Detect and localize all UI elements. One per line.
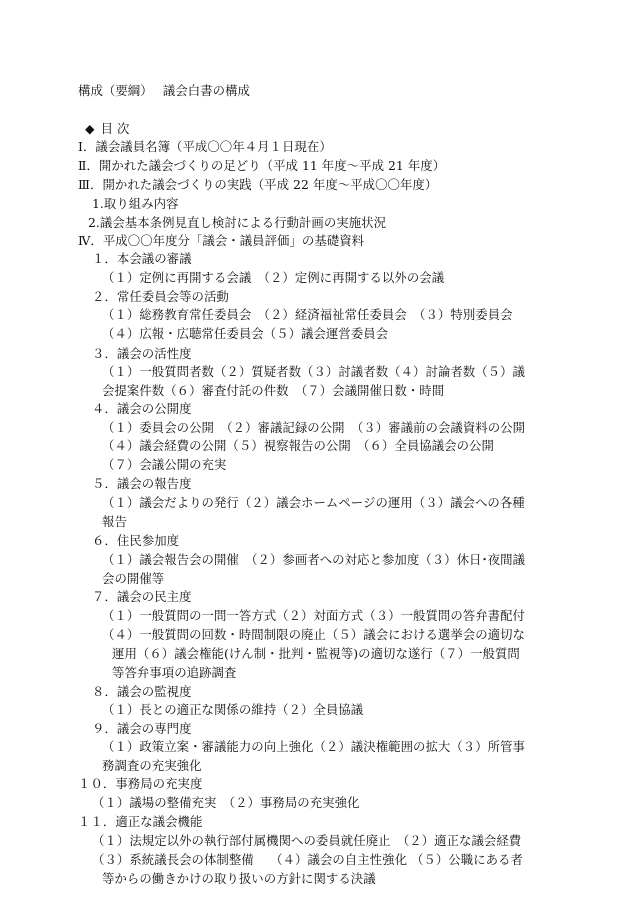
toc-line: 会提案件数（６）審査付託の件数 （７）会議開催日数・時間 xyxy=(102,383,445,398)
toc-line: １．本会議の審議 xyxy=(92,251,192,266)
toc-line: ３．議会の活性度 xyxy=(92,346,192,361)
toc-line: （１）委員会の公開 （２）審議記録の公開 （３）審議前の会議資料の公開 xyxy=(102,420,526,435)
toc-line: 務調査の充実強化 xyxy=(102,758,202,773)
toc-line: （１）政策立案・審議能力の向上強化（２）議決権範囲の拡大（３）所管事 xyxy=(102,739,525,754)
toc-heading xyxy=(85,120,129,138)
toc-line: Ⅰ．議会議員名簿（平成〇〇年４月１日現在） xyxy=(78,139,332,154)
toc-line: ２．常任委員会等の活動 xyxy=(92,289,229,304)
toc-line: ８．議会の監視度 xyxy=(92,684,192,699)
toc-line: 運用（６）議会権能(けん制・批判・監視等)の適切な遂行（７）一般質問 xyxy=(112,646,520,661)
toc-line: Ⅳ．平成〇〇年度分「議会・議員評価」の基礎資料 xyxy=(78,233,365,248)
toc-line: １０．事務局の充実度 xyxy=(78,776,203,791)
toc-line: 2.議会基本条例見直し検討による行動計画の実施状況 xyxy=(88,215,387,230)
toc-line: （４）一般質問の回数・時間制限の廃止（５）議会における選挙会の適切な xyxy=(102,627,525,642)
toc-line: （１）一般質問の一問一答方式（２）対面方式（３）一般質問の答弁書配付 xyxy=(102,608,525,623)
toc-line: Ⅱ．開かれた議会づくりの足どり（平成 11 年度～平成 21 年度） xyxy=(78,158,446,173)
toc-line: ６．住民参加度 xyxy=(92,533,180,548)
toc-title: 目 次 xyxy=(100,121,130,136)
toc-line: （１）定例に再開する会議 （２）定例に再開する以外の会議 xyxy=(102,270,445,285)
toc-line: （１）議場の整備充実 （２）事務局の充実強化 xyxy=(92,795,360,810)
toc-line: 等からの働きかけの取り扱いの方針に関する決議 xyxy=(102,871,376,886)
toc-line: （７）会議公開の充実 xyxy=(102,457,227,472)
document-heading: 構成（要綱） 議会白書の構成 xyxy=(78,83,250,98)
toc-line: （１）法規定以外の執行部付属機関への委員就任廃止 （２）適正な議会経費 xyxy=(92,833,522,848)
toc-line: （１）総務教育常任委員会 （２）経済福祉常任委員会 （３）特別委員会 xyxy=(102,307,513,322)
toc-line: 会の開催等 xyxy=(102,571,165,586)
toc-line: （４）議会経費の公開（５）視察報告の公開 （６）全員協議会の公開 xyxy=(102,438,494,453)
toc-line: Ⅲ．開かれた議会づくりの実践（平成 22 年度～平成〇〇年度） xyxy=(78,177,438,192)
toc-line: 報告 xyxy=(102,514,127,529)
toc-line: １１．適正な議会機能 xyxy=(78,814,203,829)
toc-line: （１）議会報告会の開催 （２）参画者への対応と参加度（３）休日･夜間議 xyxy=(102,552,526,567)
toc-line: （３）系統議長会の体制整備 （４）議会の自主性強化 （５）公職にある者 xyxy=(92,852,523,867)
toc-line: （１）長との適正な関係の維持（２）全員協議 xyxy=(102,702,364,717)
toc-line: （４）広報・広聴常任委員会（５）議会運営委員会 xyxy=(102,326,389,341)
toc-line: 等答弁事項の追跡調査 xyxy=(112,665,237,680)
toc-line: ７．議会の民主度 xyxy=(92,589,192,604)
toc-line: （１）一般質問者数（２）質疑者数（３）討議者数（４）討論者数（５）議 xyxy=(102,364,525,379)
toc-line: （１）議会だよりの発行（２）議会ホームページの運用（３）議会への各種 xyxy=(102,495,525,510)
toc-line: 1.取り組み内容 xyxy=(92,196,179,211)
toc-line: ４．議会の公開度 xyxy=(92,401,192,416)
diamond-icon: ◆ xyxy=(85,121,95,136)
toc-line: ５．議会の報告度 xyxy=(92,476,192,491)
toc-line: ９．議会の専門度 xyxy=(92,721,192,736)
